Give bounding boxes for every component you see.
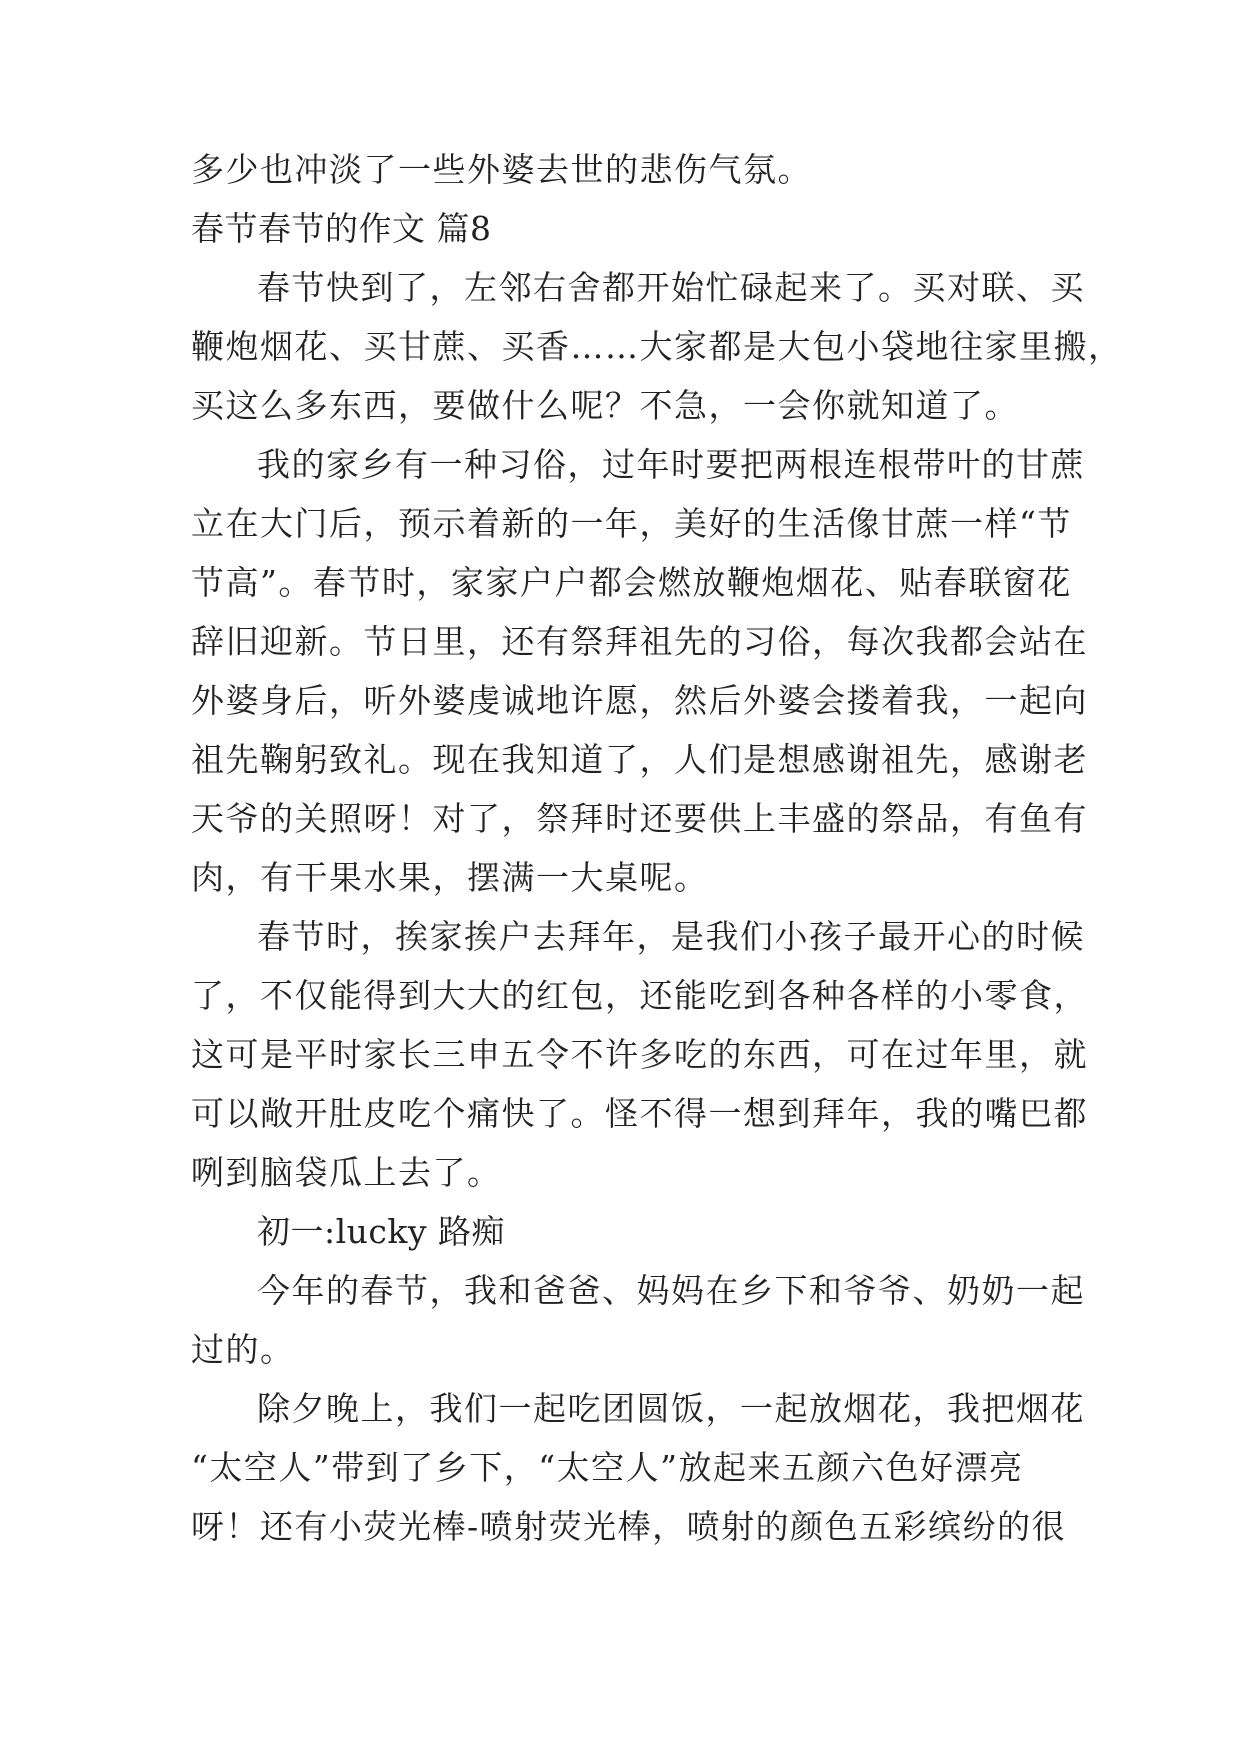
- paragraph-line: 可以敞开肚皮吃个痛快了。怪不得一想到拜年，我的嘴巴都: [191, 1094, 1088, 1133]
- subheading: 初一:lucky 路痴: [257, 1212, 506, 1251]
- paragraph-line: 除夕晚上，我们一起吃团圆饭，一起放烟花，我把烟花: [257, 1389, 1085, 1428]
- paragraph-line: 了，不仅能得到大大的红包，还能吃到各种各样的小零食，: [191, 976, 1088, 1015]
- paragraph-line: “太空人”带到了乡下，“太空人”放起来五颜六色好漂亮: [191, 1448, 1024, 1487]
- paragraph-line: 肉，有干果水果，摆满一大桌呢。: [191, 858, 709, 897]
- paragraph-line: 辞旧迎新。节日里，还有祭拜祖先的习俗，每次我都会站在: [191, 622, 1088, 661]
- paragraph-line: 咧到脑袋瓜上去了。: [191, 1153, 502, 1192]
- paragraph-line: 过的。: [191, 1330, 295, 1369]
- paragraph-line: 祖先鞠躬致礼。现在我知道了，人们是想感谢祖先，感谢老: [191, 740, 1088, 779]
- paragraph-line: 今年的春节，我和爸爸、妈妈在乡下和爷爷、奶奶一起: [257, 1271, 1085, 1310]
- text-line: 多少也冲淡了一些外婆去世的悲伤气氛。: [191, 150, 812, 189]
- paragraph-line: 这可是平时家长三申五令不许多吃的东西，可在过年里，就: [191, 1035, 1088, 1074]
- paragraph-line: 春节快到了，左邻右舍都开始忙碌起来了。买对联、买: [257, 268, 1085, 307]
- paragraph-line: 呀！还有小荧光棒-喷射荧光棒，喷射的颜色五彩缤纷的很: [191, 1507, 1067, 1546]
- paragraph-line: 天爷的关照呀！对了，祭拜时还要供上丰盛的祭品，有鱼有: [191, 799, 1088, 838]
- section-heading: 春节春节的作文 篇8: [191, 209, 492, 248]
- paragraph-line: 鞭炮烟花、买甘蔗、买香……大家都是大包小袋地往家里搬，: [191, 327, 1123, 366]
- paragraph-line: 买这么多东西，要做什么呢？不急，一会你就知道了。: [191, 386, 1019, 425]
- paragraph-line: 春节时，挨家挨户去拜年，是我们小孩子最开心的时候: [257, 917, 1085, 956]
- paragraph-line: 外婆身后，听外婆虔诚地许愿，然后外婆会搂着我，一起向: [191, 681, 1088, 720]
- paragraph-line: 我的家乡有一种习俗，过年时要把两根连根带叶的甘蔗: [257, 445, 1085, 484]
- paragraph-line: 节高”。春节时，家家户户都会燃放鞭炮烟花、贴春联窗花: [191, 563, 1072, 602]
- paragraph-line: 立在大门后，预示着新的一年，美好的生活像甘蔗一样“节: [191, 504, 1072, 543]
